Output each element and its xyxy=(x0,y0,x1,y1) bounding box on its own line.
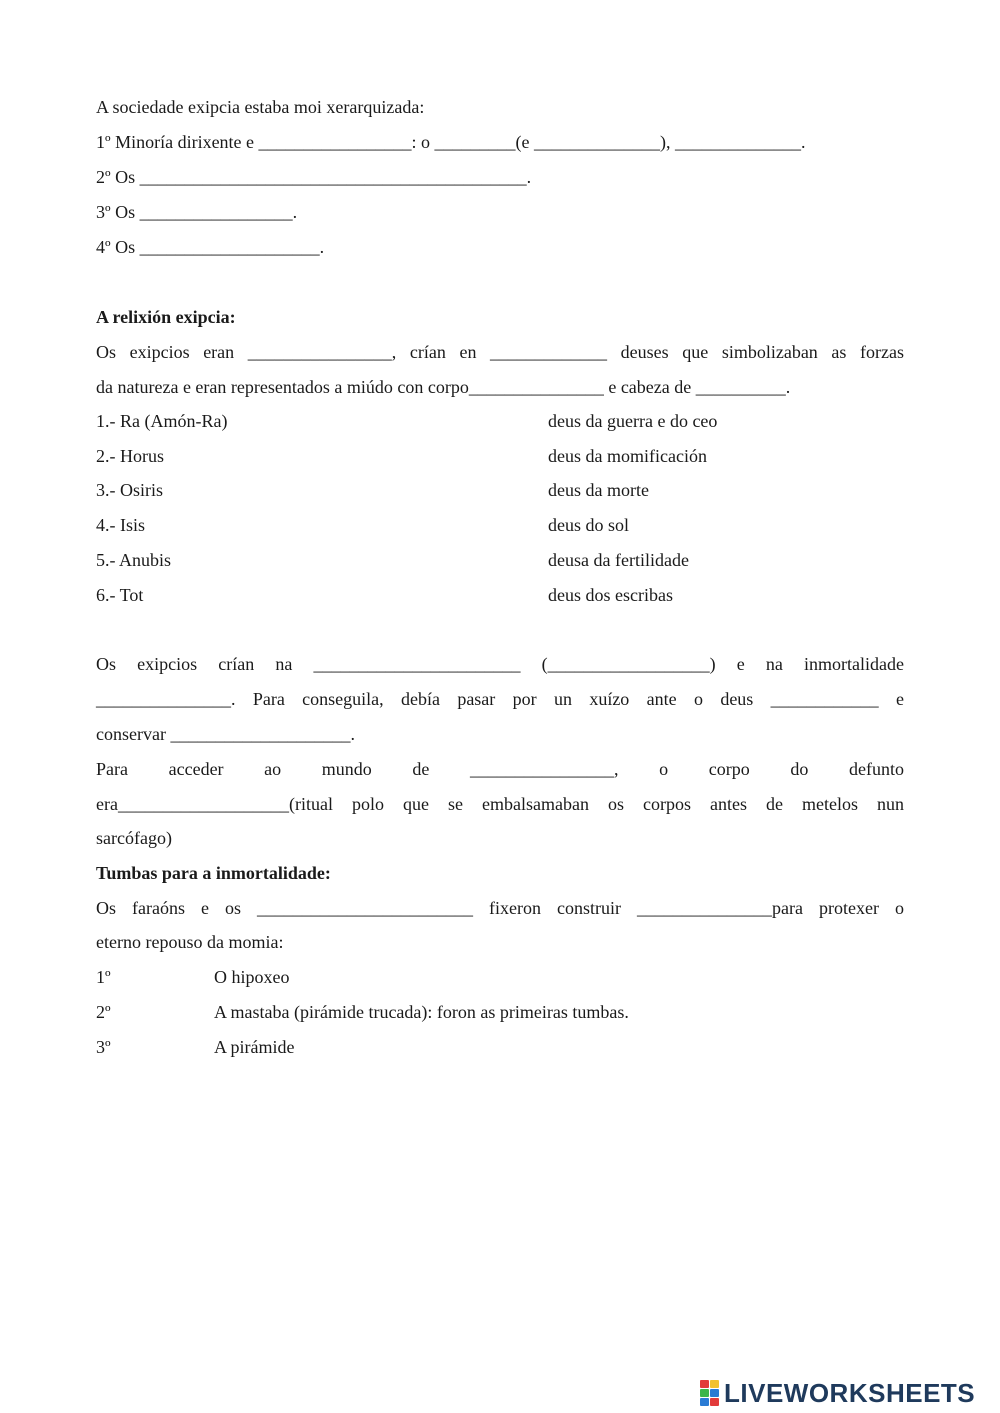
god-description: deus dos escribas xyxy=(548,585,673,605)
society-line-3: 3º Os _________________. xyxy=(96,202,298,222)
god-row xyxy=(96,409,904,433)
god-name: 2.- Horus xyxy=(96,446,164,466)
tombs-heading: Tumbas para a inmortalidade: xyxy=(96,863,331,883)
god-name: 4.- Isis xyxy=(96,515,145,535)
god-name: 3.- Osiris xyxy=(96,480,163,500)
society-line-2: 2º Os ___________________________________________. xyxy=(96,167,532,187)
religion-paragraph-line-1: Os exipcios eran ________________, crían en _____________ deuses que simbolizaban as forzas xyxy=(96,342,904,362)
afterlife-line-1: Os exipcios crían na _______________________ (__________________) e na inmortalidade xyxy=(96,654,904,674)
liveworksheets-logo-text: LIVEWORKSHEETS xyxy=(724,1377,976,1408)
god-row xyxy=(96,478,904,502)
tomb-text: A mastaba (pirámide trucada): foron as primeiras tumbas. xyxy=(214,1002,629,1022)
god-row xyxy=(96,548,904,572)
god-name: 5.- Anubis xyxy=(96,550,172,570)
society-line-4: 4º Os ____________________. xyxy=(96,237,325,257)
god-description: deus da guerra e do ceo xyxy=(548,411,718,431)
god-description: deusa da fertilidade xyxy=(548,550,689,570)
god-description: deus da morte xyxy=(548,480,649,500)
god-row xyxy=(96,444,904,468)
tomb-item xyxy=(96,965,904,989)
tombs-line-2: eterno repouso da momia: xyxy=(96,932,284,952)
tomb-item xyxy=(96,1035,904,1059)
afterlife-line-6: sarcófago) xyxy=(96,828,172,848)
tomb-ordinal: 3º xyxy=(96,1037,111,1057)
god-name: 1.- Ra (Amón-Ra) xyxy=(96,411,228,431)
afterlife-line-4: Para acceder ao mundo de ________________, o corpo do defunto xyxy=(96,759,904,779)
tomb-text: A pirámide xyxy=(214,1037,295,1057)
tomb-ordinal: 2º xyxy=(96,1002,111,1022)
tomb-item xyxy=(96,1000,904,1024)
religion-paragraph-line-2: da natureza e eran representados a miúdo con corpo_______________ e cabeza de __________. xyxy=(96,377,791,397)
afterlife-line-5: era___________________(ritual polo que se embalsamaban os corpos antes de metelos nun xyxy=(96,794,904,814)
god-name: 6.- Tot xyxy=(96,585,144,605)
religion-heading: A relixión exipcia: xyxy=(96,307,236,327)
afterlife-line-2: _______________. Para conseguila, debía pasar por un xuízo ante o deus ____________ e xyxy=(96,689,904,709)
society-intro: A sociedade exipcia estaba moi xerarquizada: xyxy=(96,97,425,117)
god-row xyxy=(96,583,904,607)
tomb-text: O hipoxeo xyxy=(214,967,290,987)
god-description: deus da momificación xyxy=(548,446,707,466)
society-line-1: 1º Minoría dirixente e _________________: o _________(e ______________), ______________. xyxy=(96,132,806,152)
tombs-line-1: Os faraóns e os ________________________ fixeron construir _______________para protexer o xyxy=(96,898,904,918)
tomb-ordinal: 1º xyxy=(96,967,111,987)
god-description: deus do sol xyxy=(548,515,629,535)
liveworksheets-logo-icon xyxy=(700,1380,720,1406)
liveworksheets-logo[interactable] xyxy=(700,1378,975,1408)
afterlife-line-3: conservar ____________________. xyxy=(96,724,355,744)
god-row xyxy=(96,513,904,537)
